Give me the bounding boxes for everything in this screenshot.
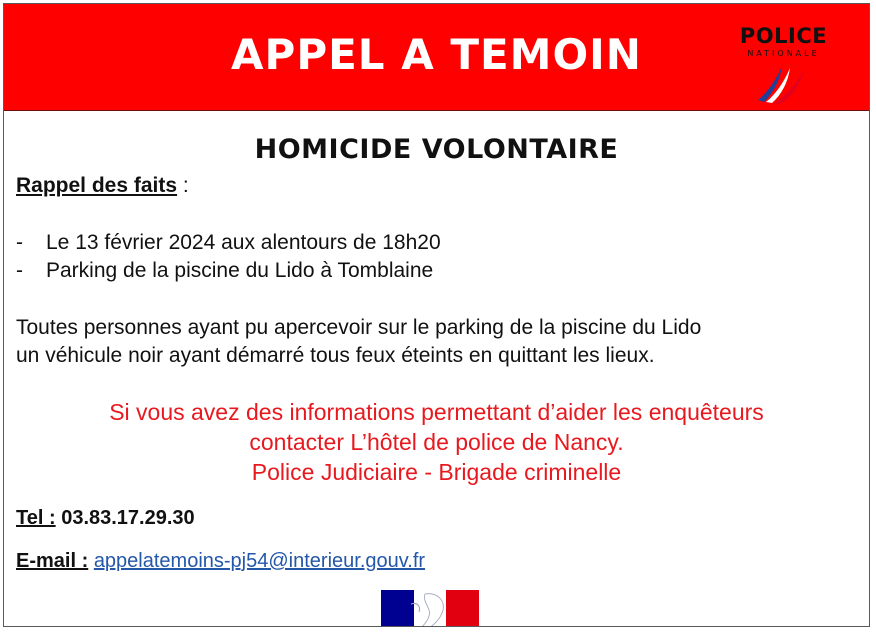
facts-label-suffix: : (177, 174, 189, 197)
appeal-block (4, 397, 869, 487)
description-line: un véhicule noir ayant démarré tous feux éteints en quittant les lieux. (16, 344, 655, 367)
email-link[interactable]: appelatemoins-pj54@interieur.gouv.fr (93, 550, 426, 572)
case-heading: HOMICIDE VOLONTAIRE (254, 134, 619, 165)
bullet-dash: - (16, 259, 23, 282)
email-line (16, 550, 425, 573)
appeal-line: Police Judiciaire - Brigade criminelle (251, 459, 622, 485)
police-nationale-logo (726, 24, 841, 104)
logo-nationale-text: NATIONALE (747, 49, 820, 58)
bullet-dash: - (16, 231, 23, 254)
facts-label-line (16, 174, 189, 198)
fact-item (16, 259, 433, 283)
fact-item-text: Parking de la piscine du Lido à Tomblaine (46, 259, 434, 282)
fact-item-text: Le 13 février 2024 aux alentours de 18h20 (46, 231, 441, 254)
logo-police-text: POLICE (739, 24, 828, 48)
marianne-emblem-icon (381, 590, 479, 627)
appeal-line: contacter L’hôtel de police de Nancy. (249, 429, 624, 455)
phone-line (16, 507, 195, 530)
fact-item (16, 231, 441, 255)
appeal-line: Si vous avez des informations permettant d’aider les enquêteurs (109, 399, 764, 425)
phone-number: 03.83.17.29.30 (61, 507, 195, 529)
description-line: Toutes personnes ayant pu apercevoir sur le parking de la piscine du Lido (16, 316, 702, 339)
tricolor-flame-icon (754, 62, 814, 104)
email-label: E-mail : (16, 550, 89, 572)
phone-label: Tel : (16, 507, 56, 529)
header-banner (4, 4, 869, 111)
facts-label: Rappel des faits (16, 174, 178, 197)
notice-poster (3, 3, 870, 627)
banner-title: APPEL A TEMOIN (231, 30, 642, 79)
